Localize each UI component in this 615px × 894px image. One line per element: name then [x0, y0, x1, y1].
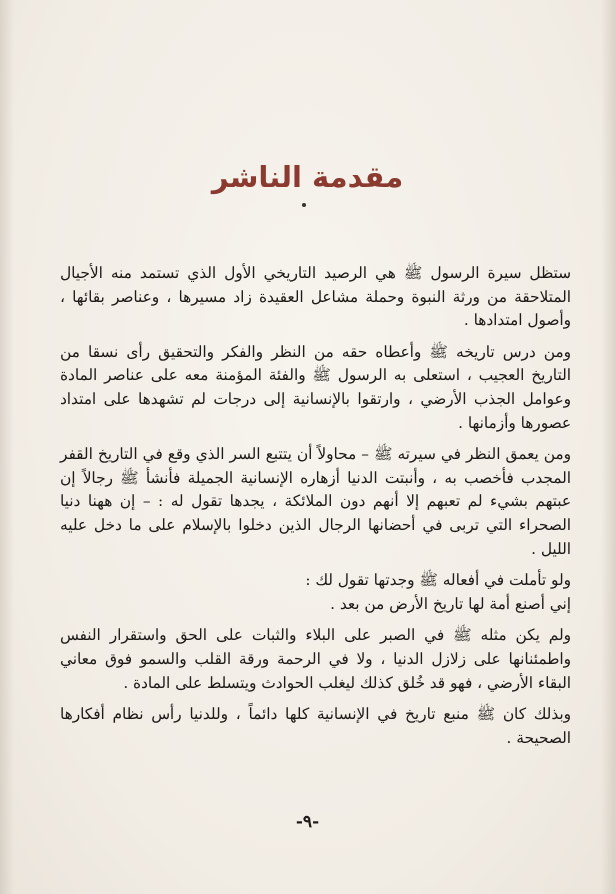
page-edge-left — [0, 0, 14, 894]
bleed-through — [60, 112, 575, 135]
title-ornament-dot — [302, 203, 306, 207]
paragraph: ومن يعمق النظر في سيرته ﷺ – محاولاً أن يتتبع السر الذي وقع في التاريخ القفر المجدب فأخصب به ، وأنبتت الدنيا أزهاره الإنسانية الجميلة فأنشأ ﷺ رجالاً إن عبتهم بشيء لم تعبهم إلا أنهم دون الملائكة ، يجدها تقول له : – إن ههنا دنيا الصحراء التي تربى في أحضانها الرجال الذين دخلوا بالإسلام على ما دخل عليه الليل . — [60, 445, 571, 558]
page-edge-right — [601, 0, 615, 894]
paragraph: ولم يكن مثله ﷺ في الصبر على البلاء والثبات على الحق واستقرار النفس واطمئنانها على زلازل الدنيا ، ولا في الرحمة ورقة القلب والسمو فوق معاني البقاء الأرضي ، فهو قد خُلق كذلك ليغلب الحوادث ويتسلط على المادة . — [60, 626, 571, 692]
paragraph: وبذلك كان ﷺ منبع تاريخ في الإنسانية كلها دائماً ، وللدنيا رأس نظام أفكارها الصحيحة . — [60, 705, 571, 747]
page-number: -٩- — [295, 812, 320, 832]
paragraph: ستظل سيرة الرسول ﷺ هي الرصيد التاريخي الأول الذي تستمد منه الأجيال المتلاحقة من ورثة النبوة وحملة مشاعل العقيدة زاد مسيرها ، وعناصر بقائها ، وأصول امتدادها . — [60, 264, 571, 330]
body-text — [60, 262, 571, 758]
page-title: مقدمة الناشر — [211, 160, 404, 194]
paragraph: ومن درس تاريخه ﷺ وأعطاه حقه من النظر والفكر والتحقيق رأى نسقا من التاريخ العجيب ، استعلى به الرسول ﷺ والفئة المؤمنة معه على عناصر المادة وعوامل الجذب الأرضي ، وارتقوا بالإنسانية إلى درجات لم تشهدها على امتداد عصورها وأزمانها . — [60, 342, 571, 432]
paragraph: إني أصنع أمة لها تاريخ الأرض من بعد . — [330, 594, 571, 613]
paragraph: ولو تأملت في أفعاله ﷺ وجدتها تقول لك : — [305, 571, 571, 590]
